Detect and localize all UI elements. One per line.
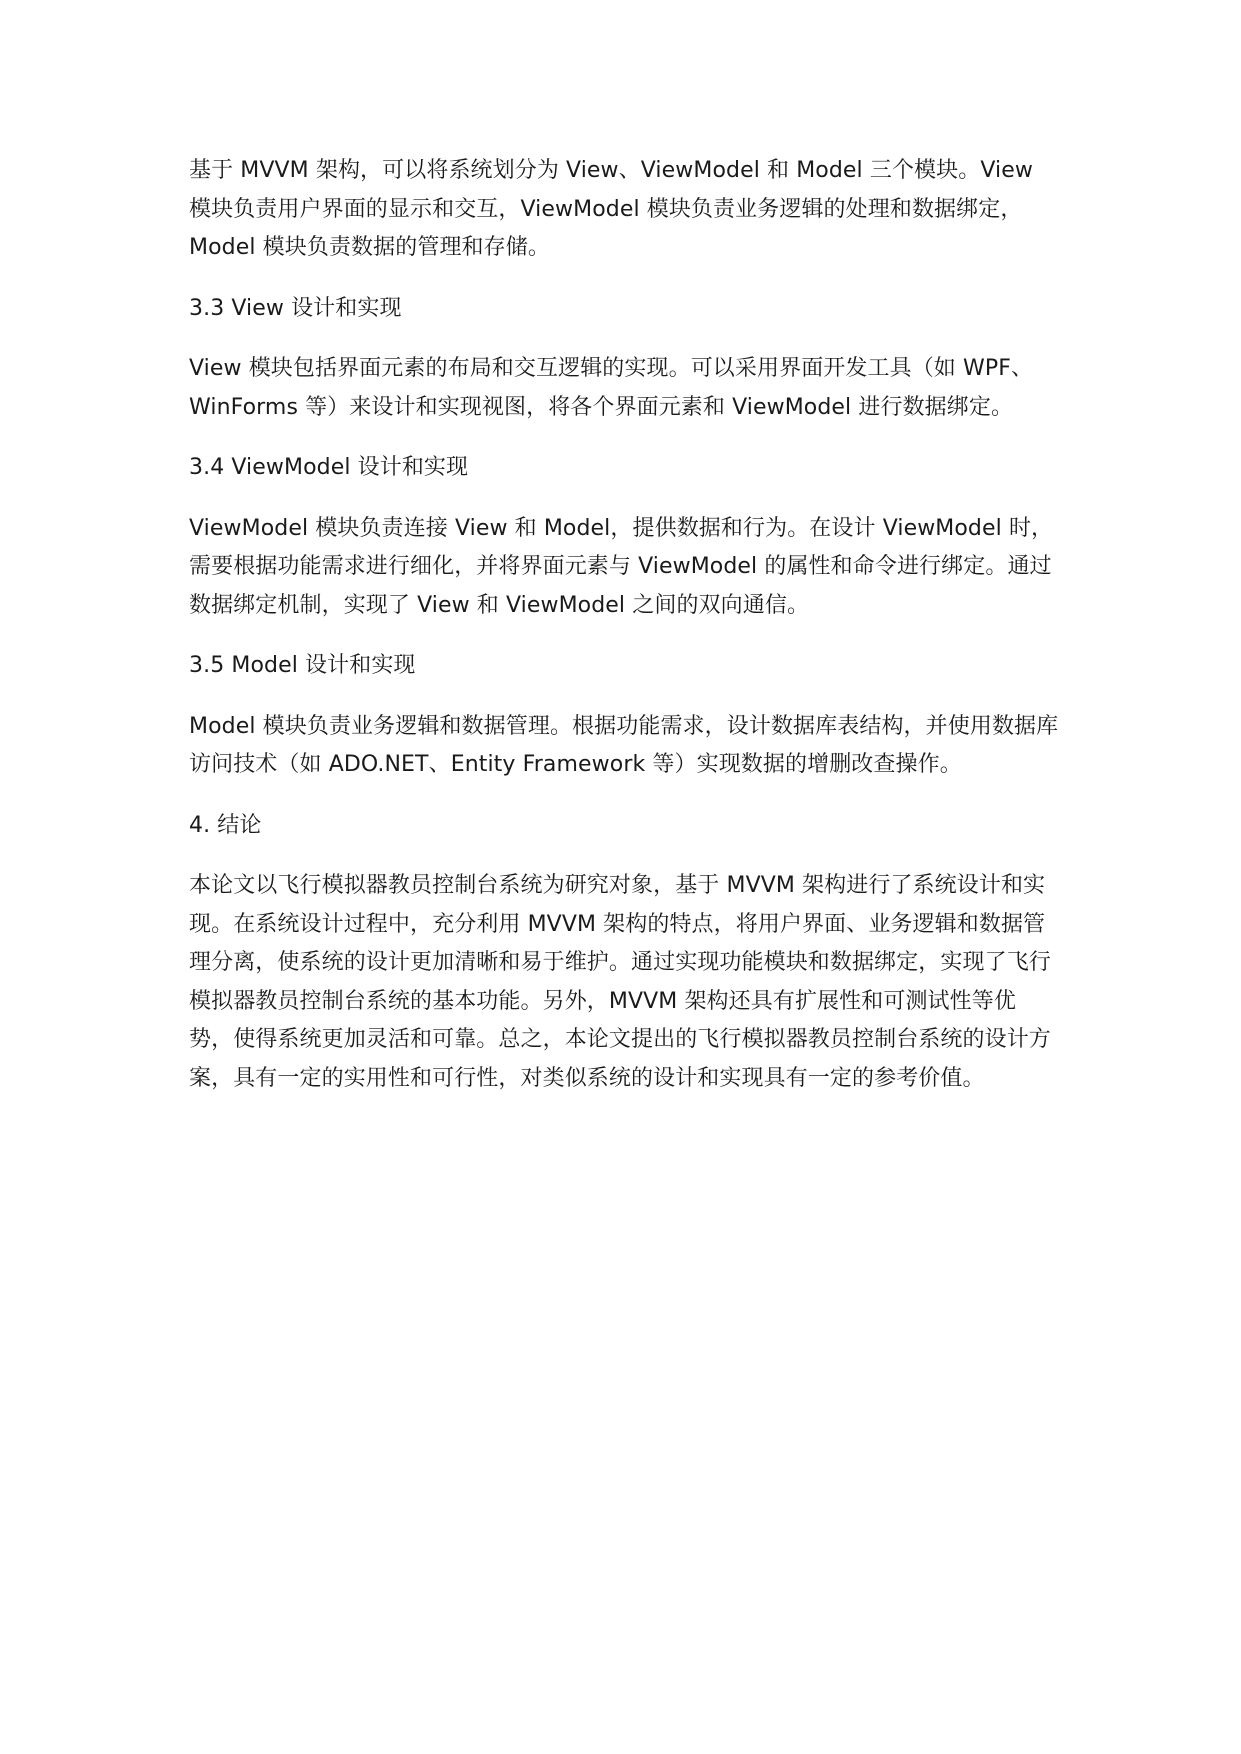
paragraph-conclusion: 本论文以飞行模拟器教员控制台系统为研究对象，基于 MVVM 架构进行了系统设计和实现。在系统设计过程中，充分利用 MVVM 架构的特点，将用户界面、业务逻辑和数据管理分离，使系统的设计更加清晰和易于维护。通过实现功能模块和数据绑定，实现了飞行模拟器教员控制台系统的基本功能。另外，MVVM 架构还具有扩展性和可测试性等优势，使得系统更加灵活和可靠。总之，本论文提出的飞行模拟器教员控制台系统的设计方案，具有一定的实用性和可行性，对类似系统的设计和实现具有一定的参考价值。 [189, 873, 1051, 1091]
document-body [189, 152, 1059, 1120]
paragraph-mvvm-modules: 基于 MVVM 架构，可以将系统划分为 View、ViewModel 和 Model 三个模块。View 模块负责用户界面的显示和交互，ViewModel 模块负责业务逻辑的处理和数据绑定，Model 模块负责数据的管理和存储。 [189, 158, 1033, 260]
section-heading-conclusion: 4. 结论 [189, 812, 262, 838]
paragraph-view: View 模块包括界面元素的布局和交互逻辑的实现。可以采用界面开发工具（如 WPF、WinForms 等）来设计和实现视图，将各个界面元素和 ViewModel 进行数据绑定。 [189, 356, 1034, 420]
paragraph-viewmodel: ViewModel 模块负责连接 View 和 Model，提供数据和行为。在设计 ViewModel 时，需要根据功能需求进行细化，并将界面元素与 ViewModel 的属性和命令进行绑定。通过数据绑定机制，实现了 View 和 ViewModel 之间的双向通信。 [189, 515, 1054, 618]
section-heading-view: 3.3 View 设计和实现 [189, 295, 402, 321]
paragraph-model: Model 模块负责业务逻辑和数据管理。根据功能需求，设计数据库表结构，并使用数据库访问技术（如 ADO.NET、Entity Framework 等）实现数据的增删改查操作。 [189, 713, 1059, 777]
section-heading-model: 3.5 Model 设计和实现 [189, 653, 416, 678]
section-heading-viewmodel: 3.4 ViewModel 设计和实现 [189, 455, 469, 480]
